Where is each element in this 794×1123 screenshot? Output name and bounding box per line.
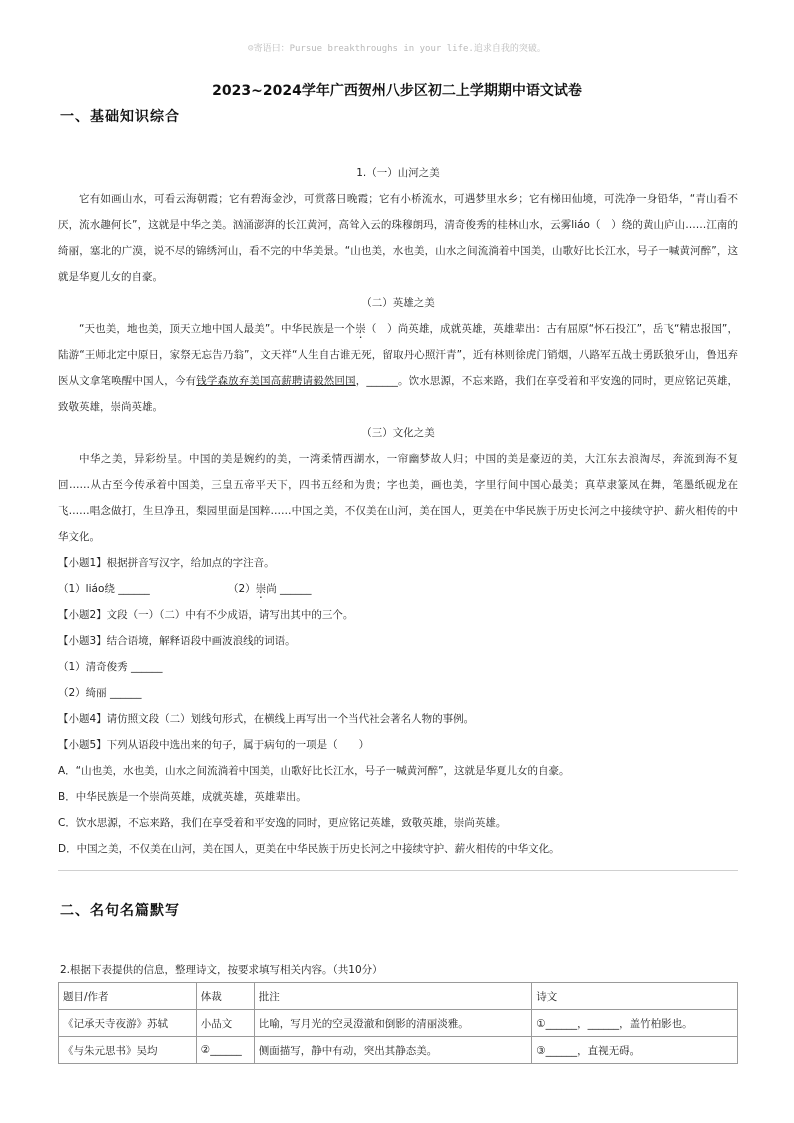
option-a: A．“山也美，水也美，山水之间流淌着中国美，山歌好比长江水，号子一喊黄河醉”，这就是华夏儿女的自豪。 bbox=[58, 765, 570, 777]
question-2: 【小题2】文段（一）（二）中有不少成语，请写出其中的三个。 bbox=[58, 609, 354, 621]
table-cell: 比喻，写月光的空灵澄澈和倒影的清丽淡雅。 bbox=[254, 1010, 532, 1037]
poem-table bbox=[58, 982, 738, 1064]
table-cell: ③______，直视无碍。 bbox=[532, 1037, 738, 1064]
question-1b: 尚 ______ bbox=[266, 583, 312, 595]
table-header-cell: 体裁 bbox=[196, 983, 254, 1010]
table-cell: 《与朱元思书》吴均 bbox=[59, 1037, 197, 1064]
table-row bbox=[59, 1010, 738, 1037]
part1-paragraph: 它有如画山水，可看云海朝霞；它有碧海金沙，可赏落日晚霞；它有小桥流水，可遇梦里水乡；它有梯田仙境，可洗净一身铅华，“青山看不厌，流水趣何长”，这就是中华之美。汹涌澎湃的长江黄河，高耸入云的珠穆朗玛，清奇俊秀的桂林山水，云雾liáo（ ）绕的黄山庐山……江南的绮丽，塞北的广漠，说不尽的锦绣河山，看不完的中华美景。“山也美，水也美，山水之间流淌着中国美，山歌好比长江水，号子一喊黄河醉”，这就是华夏儿女的自豪。 bbox=[58, 193, 738, 283]
table-cell: 侧面描写，静中有动，突出其静态美。 bbox=[254, 1037, 532, 1064]
part2-text-c: ，______。饮水思源，不忘来路，我们在享受着和平安逸的同时，更应铭记英雄，致敬英雄，崇尚英雄。 bbox=[58, 375, 739, 413]
option-c: C．饮水思源，不忘来路，我们在享受着和平安逸的同时，更应铭记英雄，致敬英雄，崇尚英雄。 bbox=[58, 817, 507, 829]
option-d: D．中国之美，不仅美在山河，美在国人，更美在中华民族于历史长河之中接续守护、薪火相传的中华文化。 bbox=[58, 843, 560, 855]
question-2-intro: 2.根据下表提供的信息，整理诗文，按要求填写相关内容。（共10分） bbox=[60, 964, 383, 976]
page-title: 2023~2024学年广西贺州八步区初二上学期期中语文试卷 bbox=[212, 83, 582, 99]
question-3b: （2）绮丽 ______ bbox=[58, 687, 142, 699]
underlined-sentence: 钱学森放弃美国高薪聘请毅然回国 bbox=[196, 375, 356, 387]
table-cell: ①______，______，盖竹柏影也。 bbox=[532, 1010, 738, 1037]
part2-title: （二）英雄之美 bbox=[361, 297, 435, 309]
section-basic-content bbox=[58, 160, 738, 862]
watermark: ☺寄语曰：Pursue breakthroughs in your life.追求自我的突破。 bbox=[248, 44, 546, 54]
part3-paragraph: 中华之美，异彩纷呈。中国的美是婉约的美，一湾柔情西湖水，一帘幽梦故人归；中国的美是豪迈的美，大江东去浪淘尽，奔流到海不复回……从古至今传承着中国美，三皇五帝平天下，四书五经和为贵；字也美，画也美，字里行间中国心最美；真草隶篆凤在舞，笔墨纸砚龙在飞……唱念做打，生旦净丑，梨园里面是国粹……中国之美，不仅美在山河，美在国人，更美在中华民族于历史长河之中接续守护、薪火相传的中华文化。 bbox=[58, 453, 738, 543]
part2-text-a: “天也美，地也美，顶天立地中国人最美”。中华民族是一个 bbox=[79, 323, 356, 335]
question-4: 【小题4】请仿照文段（二）划线句形式，在横线上再写出一个当代社会著名人物的事例。 bbox=[58, 713, 475, 725]
question-3a: （1）清奇俊秀 ______ bbox=[58, 661, 163, 673]
part3-title: （三）文化之美 bbox=[361, 427, 435, 439]
question-5: 【小题5】下列从语段中选出来的句子，属于病句的一项是（ ） bbox=[58, 739, 370, 751]
dotted-char: 崇 bbox=[355, 323, 366, 335]
section-heading-basic: 一、基础知识综合 bbox=[60, 109, 180, 125]
table-header-row bbox=[59, 983, 738, 1010]
part1-title: 1.（一）山河之美 bbox=[356, 167, 440, 179]
table-cell: 《记承天寺夜游》苏轼 bbox=[59, 1010, 197, 1037]
question-1b-prefix: （2） bbox=[228, 583, 256, 595]
table-header-cell: 题目/作者 bbox=[59, 983, 197, 1010]
section-divider bbox=[58, 870, 738, 871]
question-1: 【小题1】根据拼音写汉字，给加点的字注音。 bbox=[58, 557, 275, 569]
table-row bbox=[59, 1037, 738, 1064]
dotted-char-q1: 崇 bbox=[255, 583, 267, 595]
section-heading-recitation: 二、名句名篇默写 bbox=[60, 903, 180, 919]
question-1a: （1）liáo绕 ______ bbox=[58, 583, 150, 595]
table-header-cell: 诗文 bbox=[532, 983, 738, 1010]
option-b: B．中华民族是一个崇尚英雄，成就英雄，英雄辈出。 bbox=[58, 791, 307, 803]
part2-text-b: （ ）尚英雄，成就英雄，英雄辈出：古有屈原“怀石投江”，岳飞“精忠报国”，陆游“王师北定中原日，家祭无忘告乃翁”，文天祥“人生自古谁无死，留取丹心照汗青”，近有林则徐虎门销烟，八路军五战士勇跃狼牙山，鲁迅弃医从文拿笔唤醒中国人，今有 bbox=[58, 323, 738, 387]
part2-paragraph bbox=[58, 316, 738, 420]
question-1-items bbox=[58, 576, 738, 602]
question-3: 【小题3】结合语境，解释语段中画波浪线的词语。 bbox=[58, 635, 296, 647]
table-header-cell: 批注 bbox=[254, 983, 532, 1010]
table-cell: 小品文 bbox=[196, 1010, 254, 1037]
table-cell: ②______ bbox=[196, 1037, 254, 1064]
